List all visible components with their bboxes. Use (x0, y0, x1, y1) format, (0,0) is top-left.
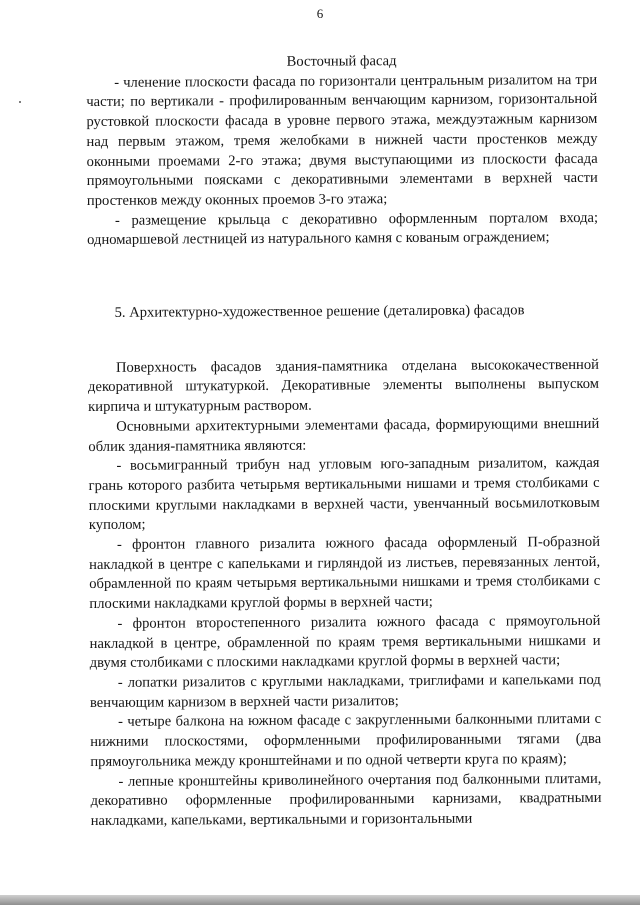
section-5-list-item: - восьмигранный трибун над угловым юго-западным ризалитом, каждая грань которого разбита четырьмя вертикальными нишами и тремя столбиками с плоскими круглыми накладками в верхней части, увенчанный восьмилотковым куполом; (88, 455, 600, 534)
section-5-list-item: - фронтон главного ризалита южного фасада оформленый П-образной накладкой в центре с капельками и гирляндой из листьев, перевязанных лентой, обрамленной по краям четырьмя вертикальными нишками и тремя столбиками с плоскими накладками круглой формы в верхней части; (89, 533, 601, 613)
section-5-list-item: - фронтон второстепенного ризалита южного фасада с прямоугольной накладкой в центре, обрамленной по краям тремя вертикальными нишками и двумя столбиками с плоскими накладками круглой формы в верхней части; (89, 612, 601, 672)
document-body (86, 51, 602, 832)
scan-mark (19, 101, 21, 103)
section-5-paragraph: Поверхность фасадов здания-памятника отделана высококачественной декоративной штукатуркой. Декоративные элементы выполнены выпуском кирпича и штукатурным раствором. (87, 356, 600, 416)
scan-edge-shadow (0, 895, 640, 905)
section-5-paragraph: Основными архитектурными элементами фасада, формирующими внешний облик здания-памятника являются: (88, 415, 600, 455)
section-5-list-item: - четыре балкона на южном фасаде с закругленными балконными плитами с нижними плоскостями, оформленными профилированными тягами (два прямоугольника между кронштейнами и по одной четверти круга по краям); (90, 711, 602, 770)
section-5-heading: 5. Архитектурно-художественное решение (деталировка) фасадов (114, 302, 525, 321)
east-facade-title: Восточный фасад (286, 53, 397, 70)
section-5-list-item: - лопатки ризалитов с круглыми накладками, триглифами и капельками под венчающим карнизом в верхней части ризалитов; (89, 671, 601, 711)
page-number: 6 (316, 6, 324, 21)
east-facade-paragraph: - размещение крыльца с декоративно оформленным порталом входа; одномаршевой лестницей из натурального камня с кованым ограждением; (87, 209, 599, 249)
east-facade-paragraph: - членение плоскости фасада по горизонтали центральным ризалитом на три части; по вертикали - профилированным венчающим карнизом, горизонтальной рустовкой плоскости фасада в уровне первого этажа, междуэтажным карнизом над первым этажом, тремя желобками в нижней части простенков между оконными проемами 2-го этажа; двумя выступающими из плоскости фасада прямоугольными поясками с декоративными элементами в верхней части простенков между оконных проемов 3-го этажа; (86, 71, 598, 209)
section-5-list-item: - лепные кронштейны криволинейного очертания под балконными плитами, декоративно оформленные профилированными карнизами, квадратными накладками, капельками, вертикальными и горизонтальными (90, 770, 602, 829)
